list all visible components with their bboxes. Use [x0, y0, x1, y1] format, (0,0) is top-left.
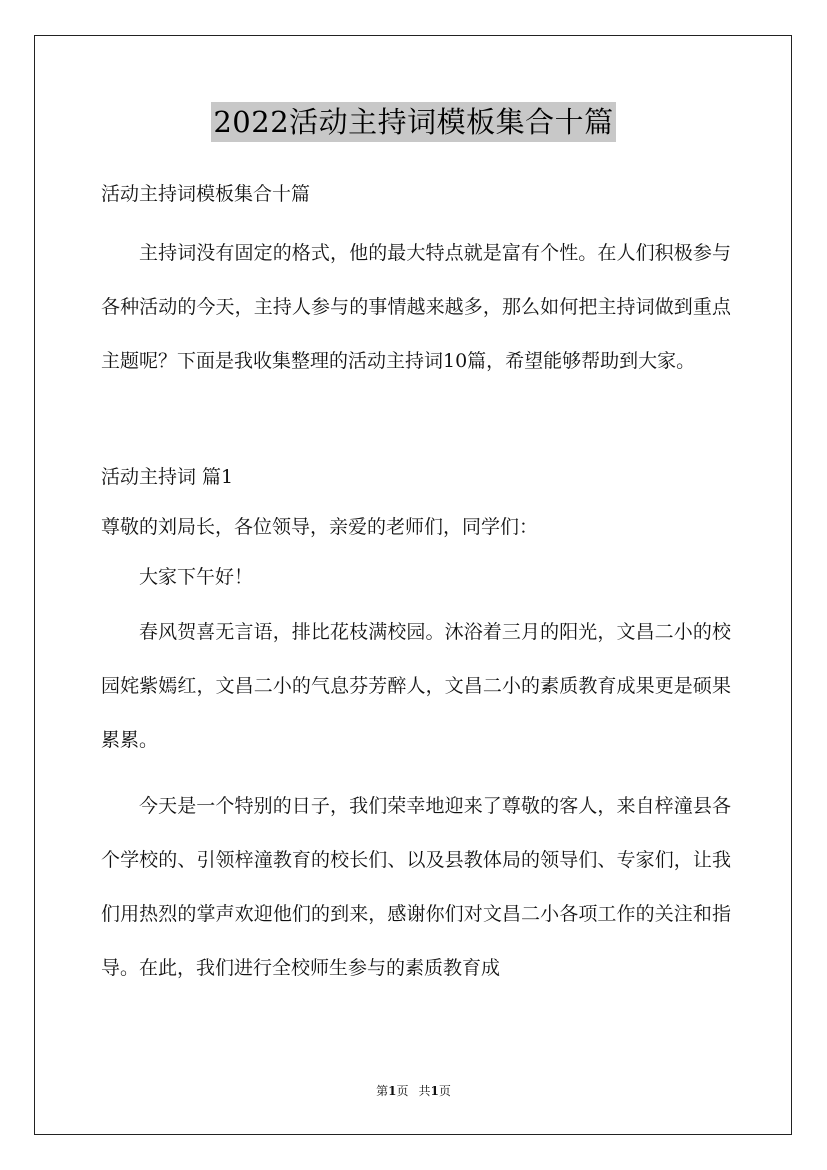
body-paragraph-1: 春风贺喜无言语，排比花枝满校园。沐浴着三月的阳光，文昌二小的校园姹紫嫣红，文昌二小的气息芬芳醉人，文昌二小的素质教育成果更是硕果累累。 — [101, 621, 731, 751]
document-title: 2022活动主持词模板集合十篇 — [211, 102, 615, 142]
total-pages: 1 — [430, 1084, 439, 1098]
page-number: 1 — [388, 1084, 397, 1098]
body-paragraph-2: 今天是一个特别的日子，我们荣幸地迎来了尊敬的客人，来自梓潼县各个学校的、引领梓潼教育的校长们、以及县教体局的领导们、专家们，让我们用热烈的掌声欢迎他们的到来，感谢你们对文昌二小各项工作的关注和指导。在此，我们进行全校师生参与的素质教育成 — [101, 795, 731, 979]
greeting-line: 大家下午好！ — [139, 566, 254, 588]
document-subtitle: 活动主持词模板集合十篇 — [101, 183, 311, 205]
intro-paragraph: 主持词没有固定的格式，他的最大特点就是富有个性。在人们积极参与各种活动的今天，主持人参与的事情越来越多，那么如何把主持词做到重点主题呢？下面是我收集整理的活动主持词10篇，希望能够帮助到大家。 — [101, 242, 731, 372]
page-label-prefix: 第 — [376, 1084, 389, 1098]
salutation-line: 尊敬的刘局长，各位领导，亲爱的老师们，同学们： — [101, 516, 539, 538]
total-label-prefix: 共 — [418, 1084, 431, 1098]
page-label-suffix: 页 — [396, 1084, 409, 1098]
total-label-suffix: 页 — [438, 1084, 451, 1098]
page-footer — [0, 1082, 827, 1100]
title-container — [0, 102, 827, 142]
section-heading: 活动主持词 篇1 — [101, 466, 234, 488]
document-body — [101, 172, 731, 995]
